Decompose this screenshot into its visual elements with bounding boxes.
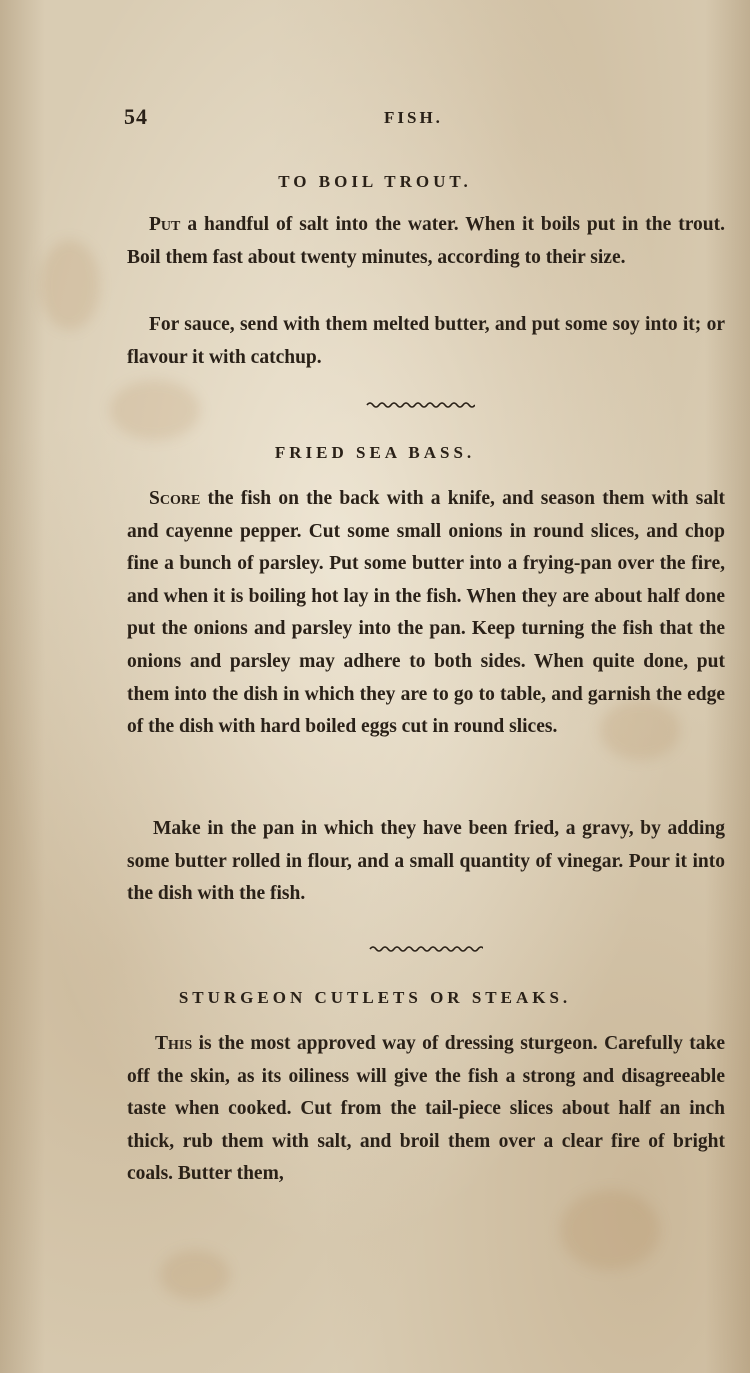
paragraph-text: is the most approved way of dressing sturgeon. Carefully take off the skin, as its oiliness will give the fish a strong and disagreeable taste when cooked. Cut from the tail-piece slices about half an inch thick, rub them with salt, and broil them over a clear fire of bright coals. Butter them, <box>127 1033 725 1185</box>
paragraph-first-word: Score <box>149 488 201 509</box>
page-number: 54 <box>124 104 148 129</box>
paragraph-text: a handful of salt into the water. When it boils put in the trout. Boil them fast about twenty minutes, according to their size. <box>127 214 725 268</box>
paragraph <box>127 483 725 744</box>
running-head: FISH. <box>384 108 443 127</box>
section-heading-sturgeon-cutlets: STURGEON CUTLETS OR STEAKS. <box>178 988 572 1007</box>
section-heading-fried-sea-bass: FRIED SEA BASS. <box>274 443 476 462</box>
ornamental-divider <box>368 944 483 954</box>
paragraph-text: the fish on the back with a knife, and season them with salt and cayenne pepper. Cut some small onions in round slices, and chop fine a bunch of parsley. Put some butter into a frying-pan over the fire, and when it is boiling hot lay in the fish. When they are about half done put the onions and parsley into the pan. Keep turning the fish that the onions and parsley may adhere to both sides. When quite done, put them into the dish in which they are to go to table, and garnish the edge of the dish with hard boiled eggs cut in round slices. <box>127 488 725 738</box>
paragraph <box>127 1028 725 1191</box>
paragraph-first-word: Put <box>149 214 181 235</box>
paragraph-text: Make in the pan in which they have been fried, a gravy, by adding some butter rolled in flour, and a small quantity of vinegar. Pour it into the dish with the fish. <box>127 818 725 905</box>
section-heading-boil-trout: TO BOIL TROUT. <box>278 172 472 191</box>
paragraph-first-word: This <box>155 1033 193 1054</box>
paragraph <box>127 309 725 374</box>
paragraph <box>127 813 725 911</box>
ornamental-divider <box>365 400 475 410</box>
paragraph-text: For sauce, send with them melted butter, and put some soy into it; or flavour it with catchup. <box>127 314 725 368</box>
paragraph <box>127 209 725 274</box>
